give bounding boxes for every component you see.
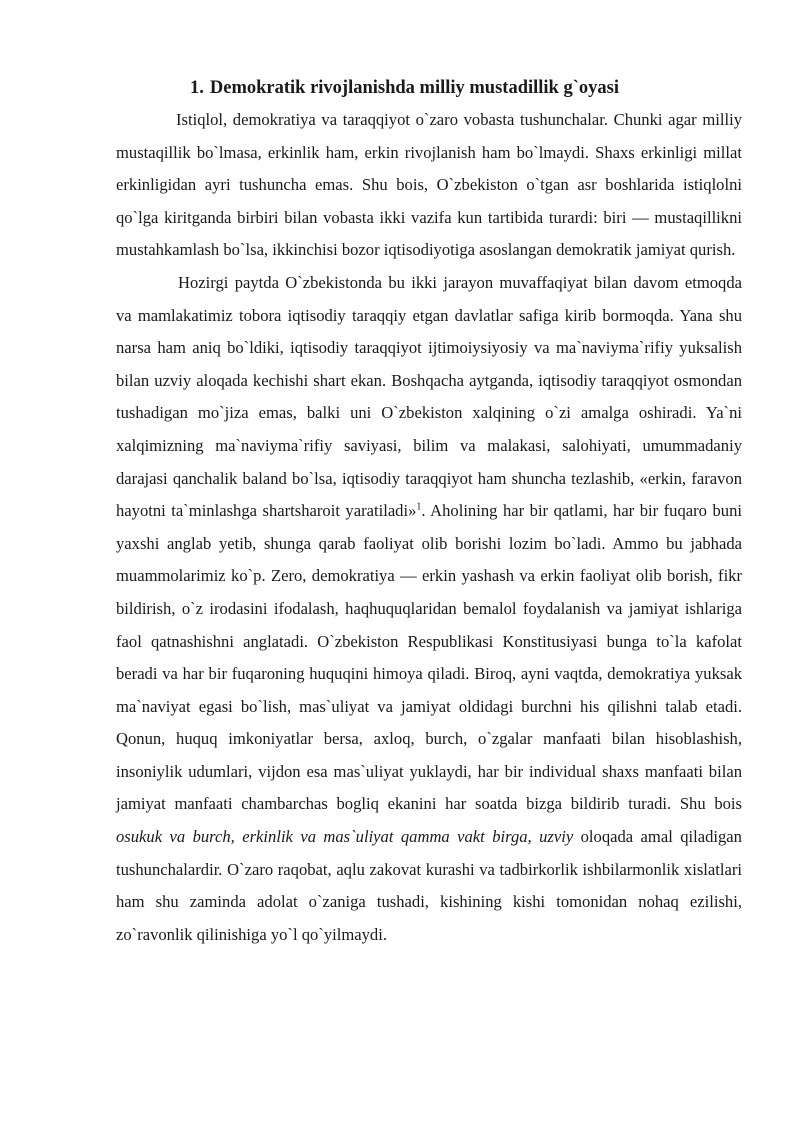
paragraph-1: Istiqlol, demokratiya va taraqqiyot o`zaro vobasta tushunchalar. Chunki agar milliy mustaqillik bo`lmasa, erkinlik ham, erkin rivojlanish ham bo`lmaydi. Shaxs erkinligi millat erkinligidan ayri tushuncha emas. Shu bois, O`zbekiston o`tgan asr boshlarida istiqlolni qo`lga kiritganda birbiri bilan vobasta ikki vazifa kun tartibida turardi: biri — mustaqillikni mustahkamlash bo`lsa, ikkinchisi bozor iqtisodiyotiga asoslangan demokratik jamiyat qurish. bbox=[116, 110, 742, 260]
footnote-marker: 1 bbox=[416, 501, 422, 513]
paragraph-2-italic-phrase: osukuk va burch, erkinlik va mas`uliyat qamma vakt birga, uzviy bbox=[116, 827, 574, 847]
section-number: 1. bbox=[190, 78, 204, 98]
section-title: Demokratik rivojlanishda milliy mustadillik g`oyasi bbox=[209, 78, 619, 98]
paragraph-2-text-b: . Aholining har bir qatlami, har bir fuqaro buni yaxshi anglab yetib, shunga qarab faoliyat olib borishi lozim bo`ladi. Ammo bu jabhada muammolarimiz ko`p. Zero, demokratiya — erkin yashash va erkin faoliyat olib borish, fikr bildirish, o`z irodasini ifodalash, haqhuquqlaridan bemalol foydalanish va jamiyat ishlariga faol qatnashishni anglatadi. O`zbekiston Respublikasi Konstitusiyasi bunga to`la kafolat beradi va har bir fuqaroning huquqini himoya qiladi. Biroq, ayni vaqtda, demokratiya yuksak ma`naviyat egasi bo`lish, mas`uliyat va jamiyat oldidagi burchni his qilishni talab etadi. Qonun, huquq imkoniyatlar bersa, axloq, burch, o`zgalar manfaati bilan hisoblashish, insoniylik udumlari, vijdon esa mas`uliyat yuklaydi, har bir individual shaxs manfaati bilan jamiyat manfaati chambarchas bogliq ekanini har soatda bizga bildirib turadi. Shu bois bbox=[116, 501, 742, 814]
section-heading bbox=[116, 74, 742, 102]
paragraph-2 bbox=[116, 267, 742, 951]
paragraph-2-text-a: Hozirgi paytda O`zbekistonda bu ikki jarayon muvaffaqiyat bilan davom etmoqda va mamlakatimiz tobora iqtisodiy taraqqiy etgan davlatlar safiga kirib bormoqda. Yana shu narsa ham aniq bo`ldiki, iqtisodiy taraqqiyot ijtimoiysiyosiy va ma`naviyma`rifiy yuksalish bilan uzviy aloqada kechishi shart ekan. Boshqacha aytganda, iqtisodiy taraqqiyot osmondan tushadigan mo`jiza emas, balki uni O`zbekiston xalqining o`zi amalga oshiradi. Ya`ni xalqimizning ma`naviyma`rifiy saviyasi, bilim va malakasi, salohiyati, umummadaniy darajasi qanchalik baland bo`lsa, iqtisodiy taraqqiyot ham shuncha tezlashib, «erkin, faravon hayotni ta`minlashga shartsharoit yaratiladi» bbox=[116, 272, 742, 521]
document-page bbox=[116, 74, 742, 951]
paragraph-2-text-c: oloqada amal qiladigan tushunchalardir. O`zaro raqobat, aqlu zakovat kurashi va tadbirkorlik ishbilarmonlik xislatlari ham shu zaminda adolat o`zaniga tushadi, kishining kishi tomonidan nohaq ezilishi, zo`ravonlik qilinishiga yo`l qo`yilmaydi. bbox=[116, 827, 742, 944]
